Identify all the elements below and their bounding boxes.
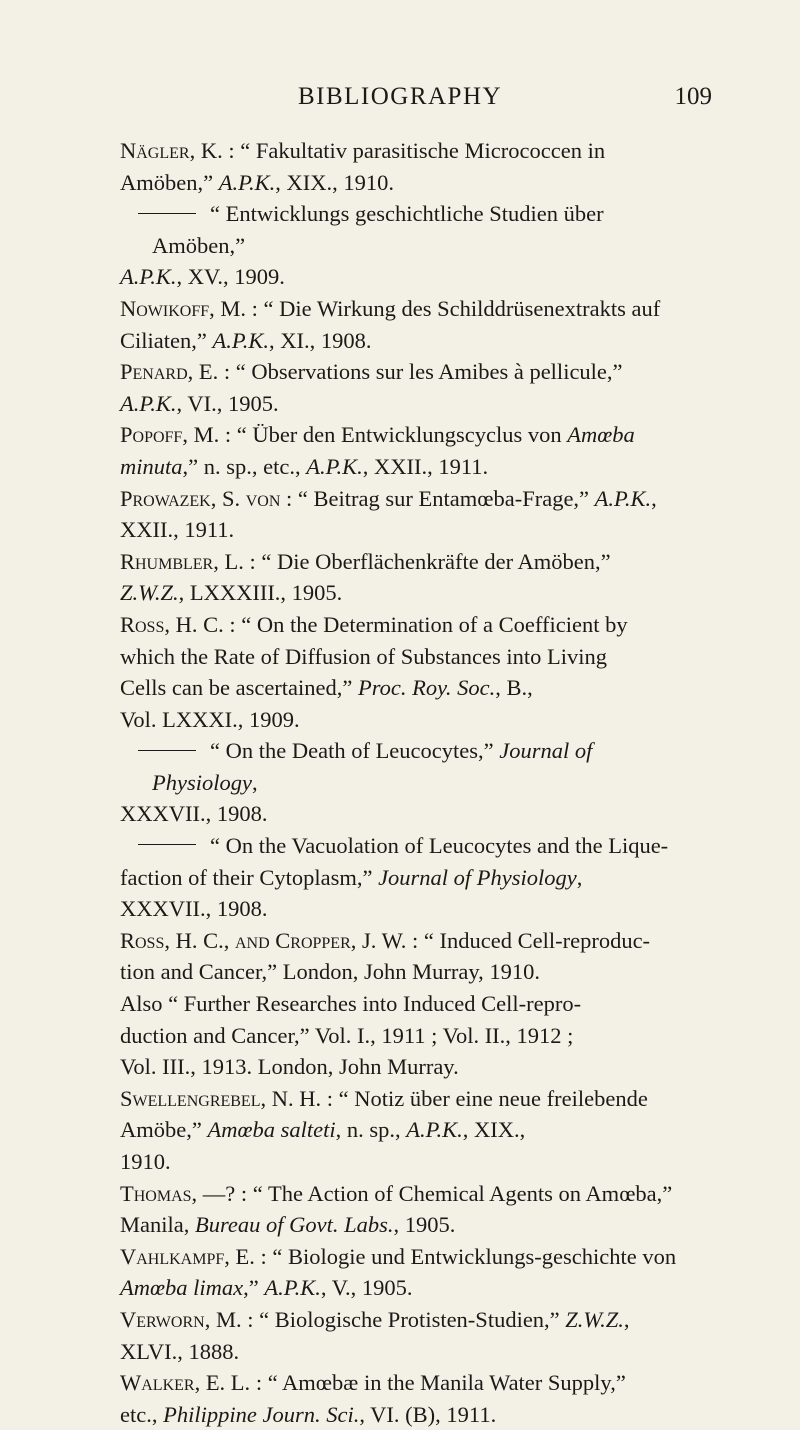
entry-text: : “ Biologische Protisten-Studien,”	[241, 1306, 566, 1332]
entry-line	[120, 135, 680, 167]
entry-text: , LXXXIII., 1905.	[178, 580, 343, 606]
entry-italic-text: Philippine Journ. Sci.	[163, 1401, 360, 1427]
entry-text: : “ Observations sur les Amibes à pellicule,”	[218, 359, 623, 385]
entry-line	[120, 798, 680, 830]
entry-text: : “ Induced Cell-reproduc-	[406, 927, 651, 953]
entry-text: XXXVII., 1908.	[120, 801, 268, 827]
entry-text: , B.,	[495, 675, 533, 701]
entry-italic-text: A.P.K.	[406, 1117, 463, 1143]
entry-text: , n. sp.,	[335, 1117, 407, 1143]
ditto-dash	[138, 750, 196, 751]
entry-line	[152, 830, 680, 862]
bibliography-list	[120, 135, 680, 1430]
entry-line	[120, 325, 680, 357]
entry-text: faction of their Cytoplasm,”	[120, 864, 379, 890]
bibliography-entry	[120, 925, 680, 1083]
entry-line	[120, 1051, 680, 1083]
bibliography-entry	[120, 198, 680, 293]
entry-text: etc.,	[120, 1401, 164, 1427]
bibliography-entry	[120, 546, 680, 609]
entry-text: Also “ Further Researches into Induced Cell-repro-	[120, 991, 582, 1017]
entry-text: : “ Die Oberflächenkräfte der Amöben,”	[243, 548, 611, 574]
entry-italic-text: A.P.K.	[120, 390, 177, 416]
entry-text: , VI., 1905.	[176, 390, 279, 416]
entry-line	[120, 1272, 680, 1304]
entry-text: , XV., 1909.	[176, 264, 285, 290]
entry-line	[120, 419, 680, 451]
entry-text: : “ Biologie und Entwicklungs-geschichte von	[254, 1243, 677, 1269]
entry-line	[120, 1083, 680, 1115]
entry-author: Walker, E. L.	[120, 1370, 251, 1396]
page-header	[0, 83, 800, 123]
entry-text: : “ Beitrag sur Entamœba-Frage,”	[280, 485, 595, 511]
entry-text: ,	[651, 485, 657, 511]
bibliography-entry	[120, 735, 680, 830]
entry-author: Penard, E.	[120, 359, 219, 385]
entry-line	[120, 293, 680, 325]
entry-italic-text: A.P.K.	[120, 264, 177, 290]
entry-text: ,	[576, 864, 583, 890]
entry-text: ,”	[243, 1275, 265, 1301]
entry-text: Manila,	[120, 1212, 195, 1238]
entry-author: Nowikoff, M.	[120, 295, 247, 321]
entry-line	[120, 1241, 680, 1273]
entry-italic-text: A.P.K.	[264, 1275, 321, 1301]
entry-text: , V., 1905.	[320, 1275, 413, 1301]
entry-text: Cells can be ascertained,”	[120, 675, 359, 701]
entry-line	[120, 641, 680, 673]
entry-text: which the Rate of Diffusion of Substances into Living	[120, 643, 608, 669]
entry-line	[120, 1114, 680, 1146]
entry-line	[120, 1209, 680, 1241]
entry-italic-text: Journal of Physiology	[152, 738, 593, 795]
entry-line	[120, 514, 680, 546]
bibliography-entry	[120, 830, 680, 925]
entry-line	[120, 1178, 680, 1210]
entry-author: Popoff, M.	[120, 422, 220, 448]
entry-text: : “ Amœbæ in the Manila Water Supply,”	[250, 1370, 626, 1396]
entry-author: Swellengrebel, N. H.	[120, 1085, 322, 1111]
bibliography-entry	[120, 483, 680, 546]
bibliography-entry	[120, 419, 680, 482]
entry-text: , XIX.,	[462, 1117, 526, 1143]
entry-text: tion and Cancer,” London, John Murray, 1910.	[120, 959, 541, 985]
entry-line	[120, 577, 680, 609]
entry-text: : “ The Action of Chemical Agents on Amœba,”	[235, 1180, 673, 1206]
entry-line	[120, 483, 680, 515]
entry-line	[120, 704, 680, 736]
entry-line	[120, 1399, 680, 1430]
entry-text: : “ On the Determination of a Coefficient by	[223, 611, 628, 637]
entry-text: ,	[623, 1306, 630, 1332]
entry-text: ,	[251, 769, 258, 795]
entry-author: Vahlkampf, E.	[120, 1243, 255, 1269]
entry-line	[120, 356, 680, 388]
entry-line	[120, 893, 680, 925]
entry-text: XLVI., 1888.	[120, 1338, 240, 1364]
entry-text: , 1905.	[393, 1212, 456, 1238]
entry-text: Ciliaten,”	[120, 327, 213, 353]
entry-text: , VI. (B), 1911.	[359, 1401, 497, 1427]
entry-text: Amöbe,”	[120, 1117, 208, 1143]
entry-author: Thomas, —?	[120, 1180, 236, 1206]
entry-italic-text: Proc. Roy. Soc.	[358, 675, 496, 701]
entry-italic-text: Amœba limax	[120, 1275, 244, 1301]
entry-line	[152, 198, 680, 261]
entry-line	[152, 735, 680, 798]
entry-text: , XXII., 1911.	[362, 453, 489, 479]
bibliography-entry	[120, 1083, 680, 1178]
entry-author: Nägler, K.	[120, 138, 223, 163]
entry-text: , XIX., 1910.	[275, 169, 394, 195]
entry-line	[120, 609, 680, 641]
bibliography-entry	[120, 356, 680, 419]
bibliography-entry	[120, 1304, 680, 1367]
entry-italic-text: A.P.K.	[218, 169, 276, 195]
entry-author: Ross, H. C., and Cropper, J. W.	[120, 927, 407, 953]
entry-text: “ Entwicklungs geschichtliche Studien über Amöben,”	[152, 201, 604, 258]
entry-line	[120, 956, 680, 988]
entry-italic-text: A.P.K.	[306, 453, 363, 479]
bibliography-entry	[120, 293, 680, 356]
entry-text: Vol. III., 1913. London, John Murray.	[120, 1054, 459, 1080]
entry-author: Verworn, M.	[120, 1306, 242, 1332]
entry-italic-text: Amœba	[567, 422, 635, 448]
entry-text: : “ Die Wirkung des Schilddrüsenextrakts auf	[246, 295, 661, 321]
bibliography-entry	[120, 1241, 680, 1304]
entry-line	[120, 1336, 680, 1368]
entry-line	[120, 862, 680, 894]
entry-italic-text: A.P.K.	[212, 327, 269, 353]
entry-text: ,” n. sp., etc.,	[182, 453, 307, 479]
running-head: BIBLIOGRAPHY	[297, 83, 503, 110]
entry-italic-text: Journal of Physiology	[378, 864, 577, 890]
entry-line	[120, 672, 680, 704]
entry-text: , XI., 1908.	[268, 327, 372, 353]
ditto-dash	[138, 844, 196, 845]
entry-line	[120, 388, 680, 420]
entry-line	[120, 925, 680, 957]
entry-author: Ross, H. C.	[120, 611, 224, 637]
entry-text: XXXVII., 1908.	[120, 896, 268, 922]
entry-italic-text: Bureau of Govt. Labs.	[194, 1212, 394, 1238]
entry-text: : “ Fakultativ parasitische Micrococcen in	[222, 138, 606, 163]
entry-text: 1910.	[120, 1149, 171, 1174]
entry-italic-text: Amœba salteti	[207, 1117, 336, 1143]
entry-line	[120, 261, 680, 293]
entry-text: Vol. LXXXI., 1909.	[120, 706, 300, 732]
bibliography-entry	[120, 135, 680, 198]
bibliography-entry	[120, 1178, 680, 1241]
entry-italic-text: Z.W.Z.	[565, 1306, 624, 1332]
entry-line	[120, 546, 680, 578]
entry-line	[120, 988, 680, 1020]
bibliography-entry	[120, 1367, 680, 1430]
entry-text: : “ Über den Entwicklungscyclus von	[219, 422, 568, 448]
entry-text: XXII., 1911.	[120, 517, 235, 543]
entry-italic-text: A.P.K.	[594, 485, 652, 511]
entry-text: : “ Notiz über eine neue freilebende	[321, 1085, 648, 1111]
entry-italic-text: minuta	[120, 453, 183, 479]
entry-line	[120, 451, 680, 483]
entry-text: “ On the Death of Leucocytes,”	[210, 738, 500, 764]
ditto-dash	[138, 213, 196, 214]
entry-line	[120, 167, 680, 199]
entry-text: Amöben,”	[120, 169, 219, 195]
entry-line	[120, 1304, 680, 1336]
entry-line	[120, 1020, 680, 1052]
page-number: 109	[674, 83, 712, 110]
bibliography-entry	[120, 609, 680, 735]
entry-author: Prowazek, S. von	[120, 485, 281, 511]
entry-text: duction and Cancer,” Vol. I., 1911 ; Vol. II., 1912 ;	[120, 1022, 574, 1048]
entry-italic-text: Z.W.Z.	[120, 580, 179, 606]
entry-author: Rhumbler, L.	[120, 548, 244, 574]
entry-text: “ On the Vacuolation of Leucocytes and the Lique-	[210, 833, 669, 859]
entry-line	[120, 1367, 680, 1399]
entry-line	[120, 1146, 680, 1178]
